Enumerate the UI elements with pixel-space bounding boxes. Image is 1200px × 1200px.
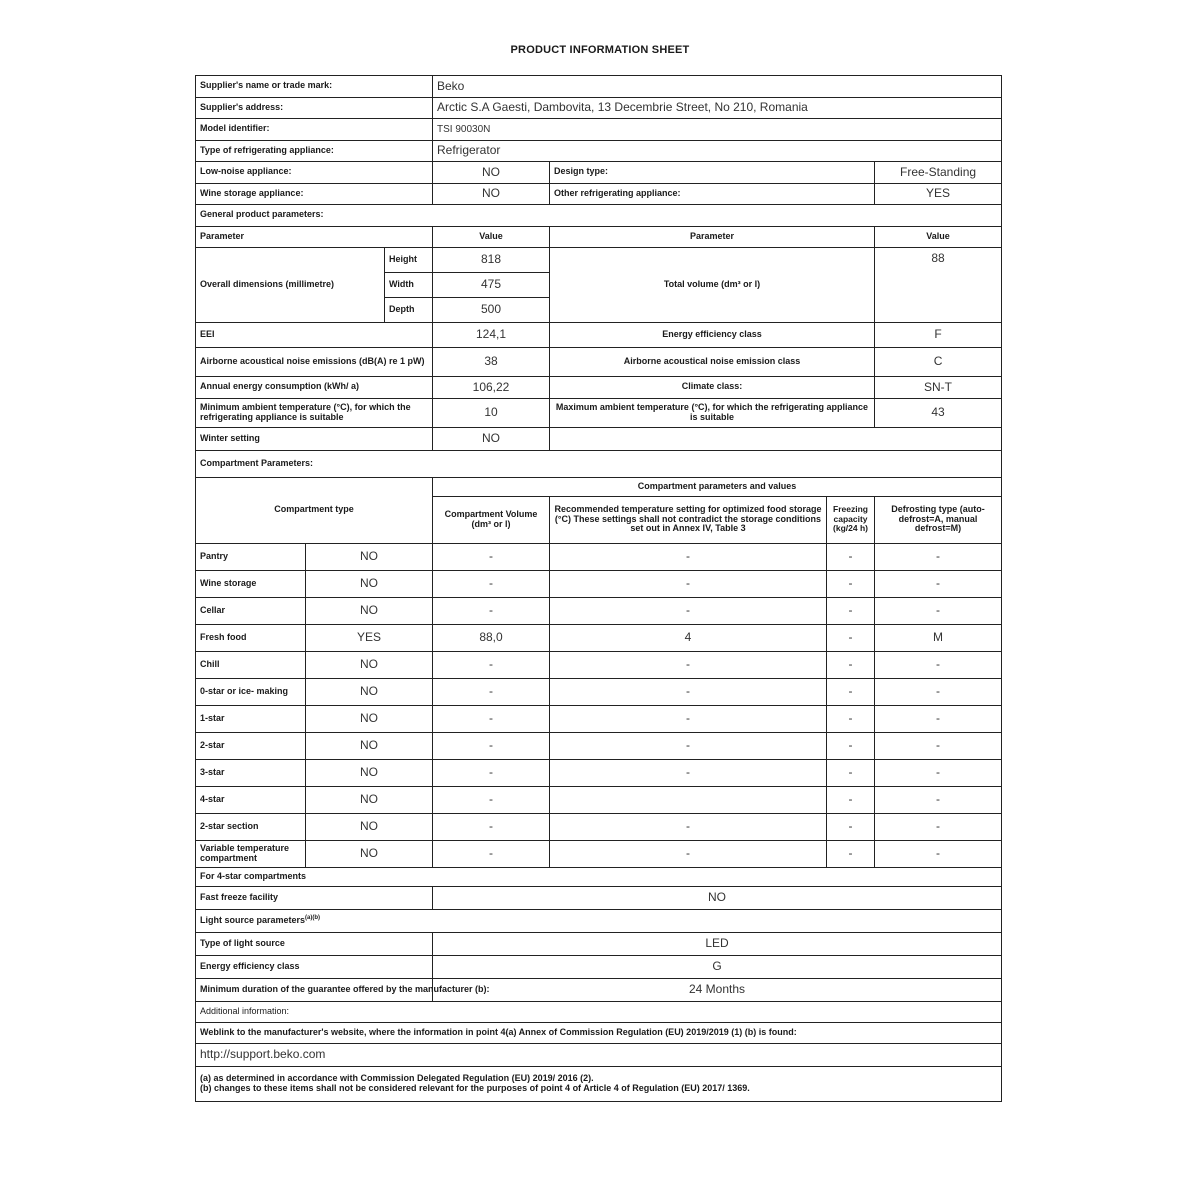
col-defrost-header: Defrosting type (auto-defrost=A, manual defrost=M) bbox=[875, 496, 1002, 543]
max-temp-label: Maximum ambient temperature (°C), for which the refrigerating appliance is suitable bbox=[550, 398, 875, 427]
compartment-freezing: - bbox=[827, 651, 875, 678]
light-params-heading bbox=[196, 909, 1002, 932]
value-header-right: Value bbox=[875, 226, 1002, 248]
compartment-rows bbox=[196, 543, 1002, 867]
compartment-name: 3-star bbox=[196, 759, 306, 786]
col-freezing-header: Freezing capacity (kg/24 h) bbox=[827, 496, 875, 543]
other-refrig-label: Other refrigerating appliance: bbox=[550, 183, 875, 205]
noise-emissions-label: Airborne acoustical noise emissions (dB(A) re 1 pW) bbox=[196, 348, 433, 377]
wine-storage-value: NO bbox=[433, 183, 550, 205]
param-header-left: Parameter bbox=[196, 226, 433, 248]
compartment-freezing: - bbox=[827, 597, 875, 624]
compartment-volume: - bbox=[433, 786, 550, 813]
noise-class-label: Airborne acoustical noise emission class bbox=[550, 348, 875, 377]
footnote-a: (a) as determined in accordance with Commission Delegated Regulation (EU) 2019/ 2016 (2). bbox=[200, 1072, 594, 1083]
noise-emissions-value: 38 bbox=[433, 348, 550, 377]
energy-class-value: F bbox=[875, 323, 1002, 348]
compartment-name: Fresh food bbox=[196, 624, 306, 651]
row-dims-height bbox=[196, 248, 1002, 273]
compartment-defrost: - bbox=[875, 732, 1002, 759]
compartment-freezing: - bbox=[827, 840, 875, 867]
total-volume-label: Total volume (dm³ or l) bbox=[550, 248, 875, 323]
compartment-name: Chill bbox=[196, 651, 306, 678]
compartment-present: NO bbox=[306, 732, 433, 759]
compartment-name: 4-star bbox=[196, 786, 306, 813]
light-class-value: G bbox=[433, 955, 1002, 978]
compartment-defrost: - bbox=[875, 543, 1002, 570]
weblink-value[interactable]: http://support.beko.com bbox=[196, 1043, 1002, 1066]
compartment-present: NO bbox=[306, 840, 433, 867]
compartment-row bbox=[196, 786, 1002, 813]
compartment-defrost: - bbox=[875, 705, 1002, 732]
row-winter bbox=[196, 427, 1002, 450]
compartment-name: Variable temperature compartment bbox=[196, 840, 306, 867]
compartment-row bbox=[196, 840, 1002, 867]
supplier-address-label: Supplier's address: bbox=[196, 97, 433, 119]
row-weblink bbox=[196, 1043, 1002, 1066]
compartment-temp: - bbox=[550, 678, 827, 705]
compartment-temp: 4 bbox=[550, 624, 827, 651]
compartment-temp: - bbox=[550, 759, 827, 786]
dims-height-value: 818 bbox=[433, 248, 550, 273]
compartment-temp: - bbox=[550, 840, 827, 867]
overall-dims-label: Overall dimensions (millimetre) bbox=[196, 248, 385, 323]
min-temp-value: 10 bbox=[433, 398, 550, 427]
compartment-temp: - bbox=[550, 813, 827, 840]
climate-class-label: Climate class: bbox=[550, 377, 875, 399]
compartment-volume: - bbox=[433, 813, 550, 840]
compartment-defrost: - bbox=[875, 759, 1002, 786]
type-value: Refrigerator bbox=[433, 140, 1002, 162]
compartment-temp: - bbox=[550, 732, 827, 759]
compartment-freezing: - bbox=[827, 759, 875, 786]
energy-class-label: Energy efficiency class bbox=[550, 323, 875, 348]
row-weblink-label bbox=[196, 1022, 1002, 1043]
col-volume-header: Compartment Volume (dm³ or l) bbox=[433, 496, 550, 543]
compartment-row bbox=[196, 543, 1002, 570]
compartment-volume: - bbox=[433, 570, 550, 597]
annual-energy-value: 106,22 bbox=[433, 377, 550, 399]
compartment-present: NO bbox=[306, 678, 433, 705]
compartment-volume: - bbox=[433, 597, 550, 624]
row-comp-header-1 bbox=[196, 477, 1002, 496]
compartment-defrost: M bbox=[875, 624, 1002, 651]
compartment-freezing: - bbox=[827, 813, 875, 840]
product-info-table bbox=[195, 75, 1002, 1102]
supplier-name-value: Beko bbox=[433, 76, 1002, 98]
light-params-label: Light source parameters bbox=[200, 915, 306, 926]
dims-width-label: Width bbox=[385, 273, 433, 298]
compartment-defrost: - bbox=[875, 813, 1002, 840]
climate-class-value: SN-T bbox=[875, 377, 1002, 399]
type-label: Type of refrigerating appliance: bbox=[196, 140, 433, 162]
compartment-present: NO bbox=[306, 651, 433, 678]
col-temp-header: Recommended temperature setting for optimized food storage (°C) These settings shall not contradict the storage conditions set out in Annex IV, Table 3 bbox=[550, 496, 827, 543]
max-temp-value: 43 bbox=[875, 398, 1002, 427]
row-light-params bbox=[196, 909, 1002, 932]
compartment-params-heading: Compartment Parameters: bbox=[196, 450, 1002, 477]
compartment-row bbox=[196, 597, 1002, 624]
compartment-freezing: - bbox=[827, 678, 875, 705]
footnotes bbox=[196, 1066, 1002, 1101]
compartment-defrost: - bbox=[875, 840, 1002, 867]
compartment-temp: - bbox=[550, 705, 827, 732]
compartment-present: NO bbox=[306, 570, 433, 597]
winter-empty bbox=[550, 427, 1002, 450]
general-params-heading: General product parameters: bbox=[196, 205, 1002, 227]
four-star-heading: For 4-star compartments bbox=[196, 867, 1002, 886]
eei-value: 124,1 bbox=[433, 323, 550, 348]
wine-storage-label: Wine storage appliance: bbox=[196, 183, 433, 205]
guarantee-value: 24 Months bbox=[433, 978, 1002, 1001]
dims-depth-label: Depth bbox=[385, 298, 433, 323]
compartment-present: NO bbox=[306, 597, 433, 624]
compartment-present: NO bbox=[306, 543, 433, 570]
compartment-name: Pantry bbox=[196, 543, 306, 570]
compartment-row bbox=[196, 813, 1002, 840]
row-type bbox=[196, 140, 1002, 162]
compartment-name: 0-star or ice- making bbox=[196, 678, 306, 705]
value-header-left: Value bbox=[433, 226, 550, 248]
param-header-right: Parameter bbox=[550, 226, 875, 248]
row-annual-energy bbox=[196, 377, 1002, 399]
row-compartment-params bbox=[196, 450, 1002, 477]
compartment-row bbox=[196, 705, 1002, 732]
compartment-temp: - bbox=[550, 597, 827, 624]
compartment-row bbox=[196, 651, 1002, 678]
light-type-label: Type of light source bbox=[196, 932, 433, 955]
compartment-present: NO bbox=[306, 813, 433, 840]
supplier-name-label: Supplier's name or trade mark: bbox=[196, 76, 433, 98]
other-refrig-value: YES bbox=[875, 183, 1002, 205]
compartment-row bbox=[196, 759, 1002, 786]
compartment-volume: - bbox=[433, 705, 550, 732]
compartment-temp: - bbox=[550, 651, 827, 678]
compartment-temp: - bbox=[550, 543, 827, 570]
winter-label: Winter setting bbox=[196, 427, 433, 450]
compartment-volume: - bbox=[433, 732, 550, 759]
compartment-name: Cellar bbox=[196, 597, 306, 624]
compartment-temp: - bbox=[550, 570, 827, 597]
compartment-present: YES bbox=[306, 624, 433, 651]
low-noise-value: NO bbox=[433, 162, 550, 184]
compartment-volume: - bbox=[433, 678, 550, 705]
compartment-volume: 88,0 bbox=[433, 624, 550, 651]
compartment-defrost: - bbox=[875, 570, 1002, 597]
min-temp-label: Minimum ambient temperature (°C), for which the refrigerating appliance is suitable bbox=[196, 398, 433, 427]
compartment-name: 2-star section bbox=[196, 813, 306, 840]
light-params-sup: (a)(b) bbox=[305, 915, 321, 922]
compartment-freezing: - bbox=[827, 786, 875, 813]
row-general-params bbox=[196, 205, 1002, 227]
compartment-volume: - bbox=[433, 543, 550, 570]
compartment-defrost: - bbox=[875, 786, 1002, 813]
fast-freeze-value: NO bbox=[433, 886, 1002, 909]
supplier-address-value: Arctic S.A Gaesti, Dambovita, 13 Decembrie Street, No 210, Romania bbox=[433, 97, 1002, 119]
light-type-value: LED bbox=[433, 932, 1002, 955]
row-eei bbox=[196, 323, 1002, 348]
design-type-value: Free-Standing bbox=[875, 162, 1002, 184]
row-supplier-address bbox=[196, 97, 1002, 119]
compartment-freezing: - bbox=[827, 705, 875, 732]
dims-width-value: 475 bbox=[433, 273, 550, 298]
compartment-freezing: - bbox=[827, 543, 875, 570]
compartment-present: NO bbox=[306, 759, 433, 786]
eei-label: EEI bbox=[196, 323, 433, 348]
compartment-freezing: - bbox=[827, 624, 875, 651]
annual-energy-label: Annual energy consumption (kWh/ a) bbox=[196, 377, 433, 399]
row-low-noise bbox=[196, 162, 1002, 184]
compartment-defrost: - bbox=[875, 651, 1002, 678]
additional-heading: Additional information: bbox=[196, 1001, 1002, 1022]
row-guarantee bbox=[196, 978, 1002, 1001]
row-footnotes bbox=[196, 1066, 1002, 1101]
compartment-volume: - bbox=[433, 840, 550, 867]
row-wine-storage bbox=[196, 183, 1002, 205]
winter-value: NO bbox=[433, 427, 550, 450]
footnote-b: (b) changes to these items shall not be considered relevant for the purposes of point 4 of Article 4 of Regulation (EU) 2017/ 1369. bbox=[200, 1082, 750, 1093]
dims-height-label: Height bbox=[385, 248, 433, 273]
compartment-name: 1-star bbox=[196, 705, 306, 732]
compartment-temp bbox=[550, 786, 827, 813]
row-light-type bbox=[196, 932, 1002, 955]
sheet-title: PRODUCT INFORMATION SHEET bbox=[510, 44, 690, 56]
compartment-type-header: Compartment type bbox=[196, 477, 433, 543]
compartment-present: NO bbox=[306, 786, 433, 813]
row-ambient-temp bbox=[196, 398, 1002, 427]
compartment-row bbox=[196, 624, 1002, 651]
low-noise-label: Low-noise appliance: bbox=[196, 162, 433, 184]
row-light-class bbox=[196, 955, 1002, 978]
compartment-name: 2-star bbox=[196, 732, 306, 759]
noise-class-value: C bbox=[875, 348, 1002, 377]
compartment-row bbox=[196, 732, 1002, 759]
model-value: TSI 90030N bbox=[433, 119, 1002, 141]
light-class-label: Energy efficiency class bbox=[196, 955, 433, 978]
total-volume-value: 88 bbox=[875, 248, 1002, 323]
design-type-label: Design type: bbox=[550, 162, 875, 184]
row-fast-freeze bbox=[196, 886, 1002, 909]
comp-params-values-header: Compartment parameters and values bbox=[433, 477, 1002, 496]
row-param-headers bbox=[196, 226, 1002, 248]
compartment-row bbox=[196, 570, 1002, 597]
compartment-name: Wine storage bbox=[196, 570, 306, 597]
weblink-label: Weblink to the manufacturer's website, where the information in point 4(a) Annex of Commission Regulation (EU) 2019/2019 (1) (b) is found: bbox=[196, 1022, 1002, 1043]
compartment-defrost: - bbox=[875, 597, 1002, 624]
row-four-star bbox=[196, 867, 1002, 886]
compartment-freezing: - bbox=[827, 570, 875, 597]
compartment-defrost: - bbox=[875, 678, 1002, 705]
compartment-row bbox=[196, 678, 1002, 705]
row-additional bbox=[196, 1001, 1002, 1022]
compartment-present: NO bbox=[306, 705, 433, 732]
fast-freeze-label: Fast freeze facility bbox=[196, 886, 433, 909]
model-label: Model identifier: bbox=[196, 119, 433, 141]
compartment-volume: - bbox=[433, 759, 550, 786]
row-supplier-name bbox=[196, 76, 1002, 98]
compartment-freezing: - bbox=[827, 732, 875, 759]
row-noise bbox=[196, 348, 1002, 377]
dims-depth-value: 500 bbox=[433, 298, 550, 323]
guarantee-label: Minimum duration of the guarantee offered by the manufacturer (b): bbox=[196, 978, 433, 1001]
compartment-volume: - bbox=[433, 651, 550, 678]
row-model bbox=[196, 119, 1002, 141]
